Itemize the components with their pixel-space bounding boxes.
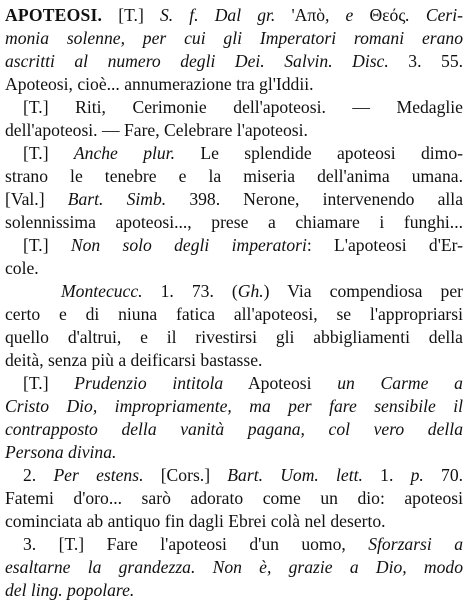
italic-text: Non solo degli imperatori [70, 235, 307, 255]
italic-text: esaltarne la grandezza. Non è, grazie a Dio, modo [5, 557, 463, 577]
entry-text: Le splendide apoteosi dimo- [174, 143, 463, 163]
entry-text: Apoteosi, cioè... annumerazione tra gl'Iddii. [5, 74, 314, 94]
italic-text: del ling. popolare. [5, 580, 135, 600]
entry-text: 1. [362, 465, 411, 485]
entry-text: Θεός [369, 5, 406, 25]
entry-line [5, 533, 463, 556]
entry-text: 3. 55. [388, 51, 464, 71]
italic-text: , e [325, 5, 370, 25]
entry-text: [Val.] [5, 189, 68, 209]
italic-text: Sforzarsi a [368, 534, 463, 554]
italic-text: Montecucc. [61, 281, 143, 301]
entry-line [5, 50, 463, 73]
italic-text: Cristo Dio, impropriamente, ma per fare sensibile il [5, 396, 463, 416]
entry-line [5, 142, 463, 165]
entry-text: quello d'altrui, e il rivestirsi gli abbigliamenti della [5, 327, 463, 347]
entry-line [5, 372, 463, 395]
entry-text: Apoteosi [223, 373, 338, 393]
entry-line [5, 4, 463, 27]
entry-text: strano le tenebre e la miseria dell'anima umana. [5, 166, 463, 186]
entry-line [5, 395, 463, 418]
entry-text: deità, senza più a deificarsi bastasse. [5, 350, 263, 370]
italic-text: Per estens. [53, 465, 144, 485]
entry-text: : L'apoteosi d'Er- [306, 235, 463, 255]
dictionary-entry-apoteosi [5, 4, 463, 602]
entry-text: 2. [23, 465, 54, 485]
entry-line [5, 280, 463, 303]
italic-text: un Carme a [337, 373, 463, 393]
italic-text: monia solenne, per cui gli Imperatori romani erano [5, 28, 463, 48]
italic-text: Bart. Simb. [67, 189, 167, 209]
italic-text: S. f. Dal gr. [159, 5, 292, 25]
entry-line [5, 165, 463, 188]
entry-line [5, 257, 463, 280]
italic-text: p. [410, 465, 424, 485]
entry-line [5, 303, 463, 326]
italic-text: Bart. Uom. lett. [227, 465, 363, 485]
entry-text: 398. Nerone, intervenendo alla [166, 189, 464, 209]
entry-line [5, 487, 463, 510]
entry-line [5, 510, 463, 533]
entry-text: solennissima apoteosi..., prese a chiamare i funghi... [5, 212, 463, 232]
italic-text: Anche plur. [73, 143, 175, 163]
entry-text: [T.] Riti, Cerimonie dell'apoteosi. — Medaglie [23, 97, 463, 117]
entry-text: [T.] [23, 143, 74, 163]
entry-text: dell'apoteosi. — Fare, Celebrare l'apoteosi. [5, 120, 308, 140]
entry-text: [T.] [23, 373, 75, 393]
entry-line [5, 464, 463, 487]
entry-line [5, 556, 463, 579]
entry-line [5, 27, 463, 50]
entry-line [5, 418, 463, 441]
entry-line [5, 326, 463, 349]
entry-text: ) Via compendiosa per [263, 281, 463, 301]
entry-line [5, 73, 463, 96]
entry-line [5, 188, 463, 211]
entry-text: [Cors.] [143, 465, 228, 485]
entry-line [5, 211, 463, 234]
entry-text: cole. [5, 258, 39, 278]
italic-text: . Ceri- [405, 5, 463, 25]
entry-line [5, 579, 463, 602]
italic-text: Gh. [237, 281, 264, 301]
entry-text: cominciata ab antiquo fin dagli Ebrei colà nel deserto. [5, 511, 386, 531]
italic-text: ascritti al numero degli Dei. Salvin. Disc. [5, 51, 389, 71]
italic-text: contrapposto della vanità pagana, col vero della [5, 419, 463, 439]
entry-line [5, 96, 463, 119]
entry-text: 1. 73. ( [142, 281, 238, 301]
entry-text: 3. [T.] Fare l'apoteosi d'un uomo, [23, 534, 369, 554]
entry-line [5, 119, 463, 142]
entry-line [5, 441, 463, 464]
entry-line [5, 234, 463, 257]
entry-text: 'Απὸ [291, 5, 325, 25]
entry-text: [T.] [23, 235, 71, 255]
entry-text: certo e di niuna fatica all'apoteosi, se l'appropriarsi [5, 304, 463, 324]
italic-text: Prudenzio intitola [74, 373, 224, 393]
entry-text: [T.] [102, 5, 160, 25]
entry-text: 70. [423, 465, 464, 485]
entry-line [5, 349, 463, 372]
entry-text: Fatemi d'oro... sarò adorato come un dio: apoteosi [5, 488, 463, 508]
headword: APOTEOSI. [5, 5, 103, 25]
italic-text: Persona divina. [5, 442, 117, 462]
